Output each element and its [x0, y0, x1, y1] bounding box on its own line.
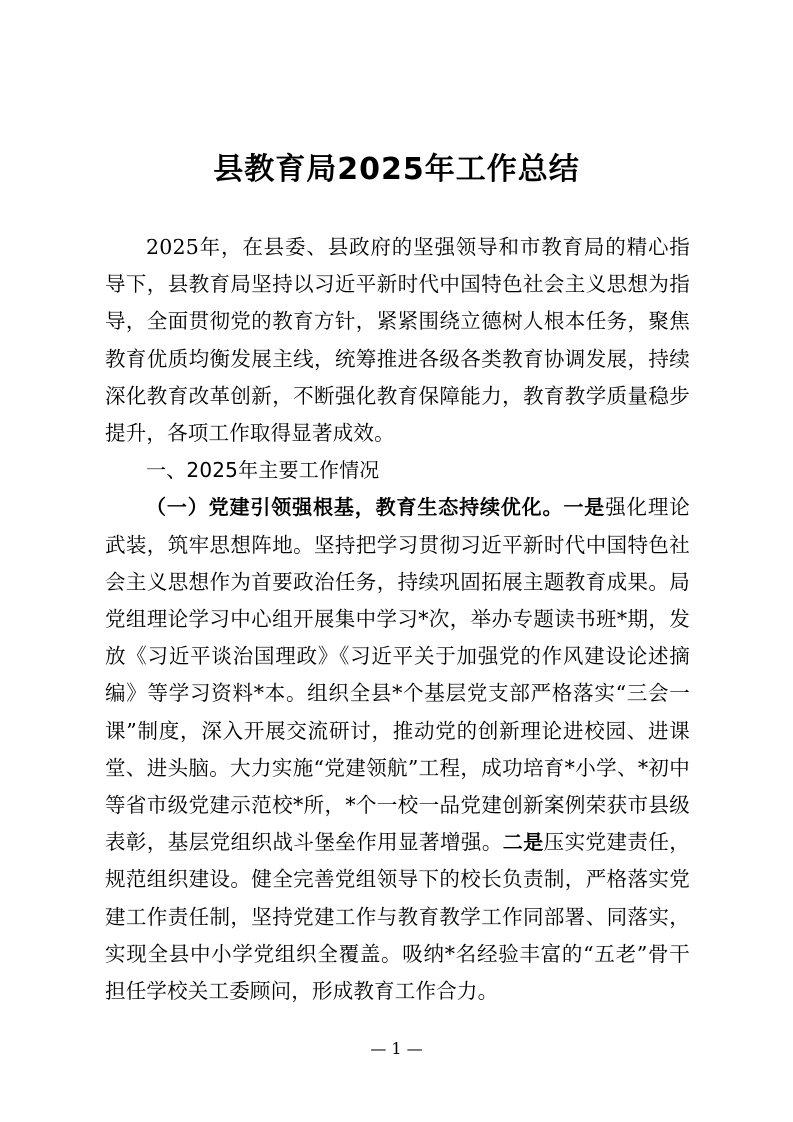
- section-heading: [105, 452, 690, 489]
- page-number: — 1 —: [370, 1039, 423, 1058]
- point-two-lead: 二是: [502, 830, 544, 855]
- document-title: 县教育局2025年工作总结: [213, 152, 580, 187]
- subsection-heading: （一）党建引领强根基，教育生态持续优化。: [146, 495, 564, 520]
- document-body: [105, 229, 690, 1010]
- subsection-paragraph: [105, 489, 690, 1010]
- intro-paragraph: 2025年，在县委、县政府的坚强领导和市教育局的精心指导下，县教育局坚持以习近平新时代中国特色社会主义思想为指导，全面贯彻党的教育方针，紧紧围绕立德树人根本任务，聚焦教育优质均衡发展主线，统筹推进各级各类教育协调发展，持续深化教育改革创新，不断强化教育保障能力，教育教学质量稳步提升，各项工作取得显著成效。: [105, 235, 690, 446]
- point-one-lead: 一是: [563, 495, 606, 520]
- point-two-text: 压实党建责任，规范组织建设。健全完善党组领导下的校长负责制，严格落实党建工作责任制，坚持党建工作与教育教学工作同部署、同落实，实现全县中小学党组织全覆盖。吸纳*名经验丰富的“五老”骨干担任学校关工委顾问，形成教育工作合力。: [105, 830, 690, 1004]
- point-one-text: 强化理论武装，筑牢思想阵地。坚持把学习贯彻习近平新时代中国特色社会主义思想作为首要政治任务，持续巩固拓展主题教育成果。局党组理论学习中心组开展集中学习*次，举办专题读书班*期，发放《习近平谈治国理政》《习近平关于加强党的作风建设论述摘编》等学习资料*本。组织全县*个基层党支部严格落实“三会一课”制度，深入开展交流研讨，推动党的创新理论进校园、进课堂、进头脑。大力实施“党建领航”工程，成功培育*小学、*初中等省市级党建示范校*所，*个一校一品党建创新案例荣获市县级表彰，基层党组织战斗堡垒作用显著增强。: [105, 495, 691, 855]
- section-heading-text: 一、2025年主要工作情况: [146, 458, 380, 483]
